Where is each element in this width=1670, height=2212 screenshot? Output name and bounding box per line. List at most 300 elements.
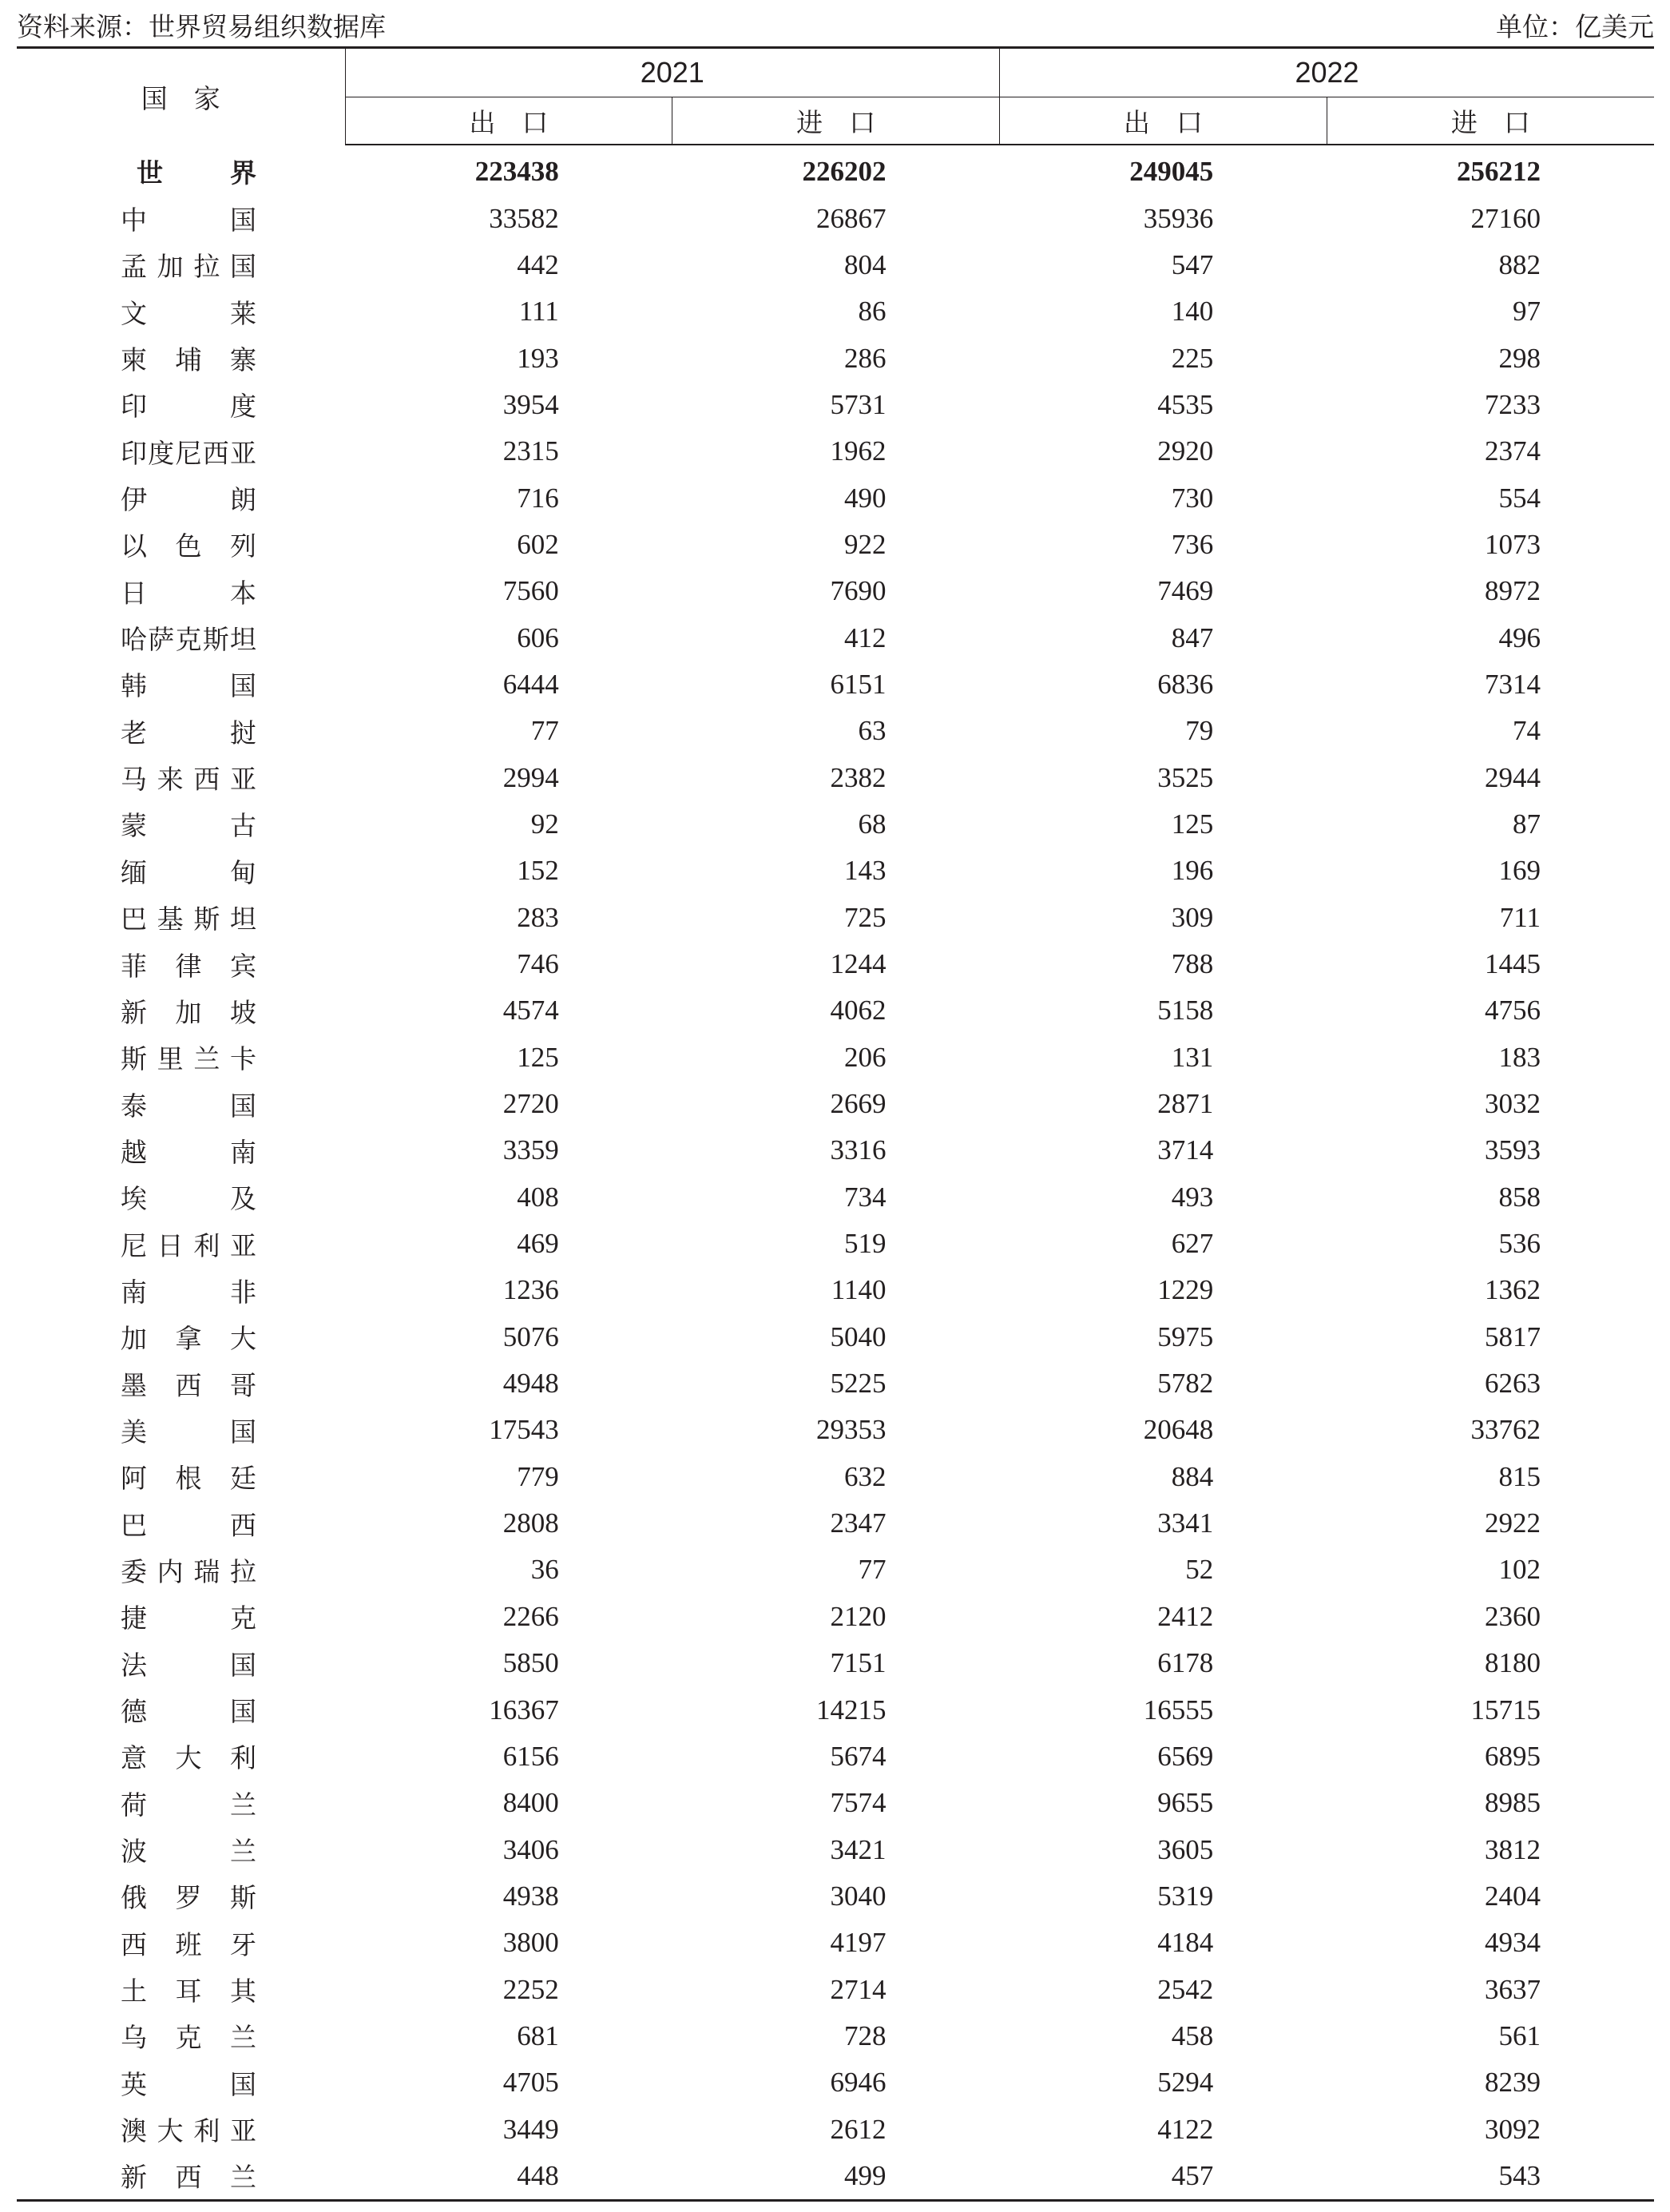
country-cell (17, 1500, 345, 1547)
country-name: 阿根廷 (121, 1463, 256, 1495)
import-2022-cell: 543 (1498, 2159, 1541, 2191)
export-2022-cell: 2871 (1157, 1088, 1214, 1120)
table-row (17, 242, 1654, 288)
export-2022-cell: 9655 (1157, 1787, 1214, 1819)
country-cell (17, 1780, 345, 1826)
import-2021-cell: 1140 (831, 1274, 887, 1306)
export-2021-cell: 7560 (502, 575, 559, 607)
country-name: 意大利 (121, 1742, 256, 1774)
import-2022-cell: 6895 (1485, 1740, 1541, 1772)
export-2021-cell: 442 (517, 248, 559, 280)
import-2021-cell: 5731 (830, 388, 887, 420)
export-2022-cell: 493 (1171, 1181, 1214, 1213)
country-name: 缅甸 (121, 856, 256, 888)
import-2021-cell: 6946 (830, 2067, 887, 2099)
import-2022-cell: 882 (1498, 248, 1541, 280)
table-row (17, 708, 1654, 754)
export-2021-cell: 469 (517, 1228, 559, 1260)
table-row (17, 941, 1654, 987)
country-cell (17, 195, 345, 241)
import-2021-cell: 68 (858, 808, 887, 840)
import-2022-cell: 8985 (1485, 1787, 1541, 1819)
country-cell (17, 708, 345, 754)
export-2022-cell: 3714 (1157, 1134, 1214, 1166)
import-2022-cell: 4756 (1485, 995, 1541, 1027)
import-2022-cell: 3593 (1485, 1134, 1541, 1166)
export-2021-cell: 2315 (502, 435, 559, 467)
table-body (17, 145, 1654, 2201)
export-2022-cell: 2412 (1157, 1600, 1214, 1632)
table-row (17, 801, 1654, 848)
import-2022-cell: 74 (1513, 715, 1541, 747)
country-name: 德国 (121, 1696, 256, 1728)
country-cell (17, 1873, 345, 1920)
import-2022-cell: 2944 (1485, 761, 1541, 793)
import-2022-cell: 256212 (1457, 156, 1541, 188)
import-2021-cell: 29353 (816, 1414, 887, 1446)
export-header-2021: 出 口 (345, 97, 672, 145)
export-2021-cell: 16367 (489, 1694, 559, 1726)
export-2022-cell: 6178 (1157, 1647, 1214, 1679)
country-cell (17, 475, 345, 521)
export-2022-cell: 4535 (1157, 388, 1214, 420)
country-cell (17, 1686, 345, 1733)
import-2021-cell: 14215 (816, 1694, 887, 1726)
import-2021-cell: 728 (844, 2019, 887, 2051)
export-2022-cell: 6569 (1157, 1740, 1214, 1772)
export-2021-cell: 2266 (502, 1600, 559, 1632)
table-row (17, 1081, 1654, 1127)
export-2021-cell: 8400 (502, 1787, 559, 1819)
table-row (17, 1826, 1654, 1872)
country-name: 土耳其 (121, 1976, 256, 2007)
import-2022-cell: 33762 (1470, 1414, 1541, 1446)
country-name: 加拿大 (121, 1323, 256, 1355)
import-2021-cell: 7574 (830, 1787, 887, 1819)
table-row (17, 848, 1654, 894)
export-2021-cell: 1236 (502, 1274, 559, 1306)
page (17, 8, 1654, 2202)
country-cell (17, 1267, 345, 1313)
country-name: 孟加拉国 (121, 251, 256, 283)
country-cell (17, 941, 345, 987)
import-2022-cell: 87 (1513, 808, 1541, 840)
export-2022-cell: 884 (1171, 1460, 1214, 1492)
country-name: 伊朗 (121, 484, 256, 516)
import-2021-cell: 77 (858, 1554, 887, 1586)
country-cell (17, 2013, 345, 2059)
import-2022-cell: 7314 (1485, 668, 1541, 700)
export-2021-cell: 408 (517, 1181, 559, 1213)
export-2022-cell: 4122 (1157, 2113, 1214, 2145)
export-2022-cell: 2920 (1157, 435, 1214, 467)
country-cell (17, 1966, 345, 2012)
unit-note: 单位：亿美元 (1496, 11, 1654, 42)
country-cell (17, 335, 345, 381)
import-2021-cell: 26867 (816, 202, 887, 234)
export-2022-cell: 847 (1171, 622, 1214, 653)
table-row (17, 568, 1654, 614)
country-cell (17, 568, 345, 614)
import-2021-cell: 7690 (830, 575, 887, 607)
table-row (17, 382, 1654, 428)
trade-table (17, 46, 1654, 2202)
import-2022-cell: 27160 (1470, 202, 1541, 234)
import-2022-cell: 298 (1498, 342, 1541, 374)
export-2022-cell: 79 (1185, 715, 1214, 747)
import-2021-cell: 4062 (830, 995, 887, 1027)
export-2022-cell: 5782 (1157, 1368, 1214, 1400)
country-cell (17, 1221, 345, 1267)
import-2022-cell: 15715 (1470, 1694, 1541, 1726)
country-name: 西班牙 (121, 1928, 256, 1960)
export-2021-cell: 746 (517, 948, 559, 980)
import-2021-cell: 632 (844, 1460, 887, 1492)
import-2022-cell: 3032 (1485, 1088, 1541, 1120)
table-row (17, 1966, 1654, 2012)
import-2022-cell: 5817 (1485, 1320, 1541, 1352)
meta-line (17, 8, 1654, 46)
export-2022-cell: 457 (1171, 2159, 1214, 2191)
export-2021-cell: 2252 (502, 1973, 559, 2005)
import-2022-cell: 183 (1498, 1041, 1541, 1073)
country-cell (17, 145, 345, 195)
country-name: 日本 (121, 577, 256, 609)
import-2022-cell: 7233 (1485, 388, 1541, 420)
table-row (17, 1314, 1654, 1360)
export-2022-cell: 5158 (1157, 995, 1214, 1027)
country-cell (17, 1547, 345, 1593)
export-2022-cell: 5975 (1157, 1320, 1214, 1352)
export-2021-cell: 36 (530, 1554, 559, 1586)
table-row (17, 661, 1654, 708)
table-row (17, 754, 1654, 800)
country-column-header: 国 家 (17, 48, 345, 145)
import-2021-cell: 2120 (830, 1600, 887, 1632)
import-2021-cell: 6151 (830, 668, 887, 700)
import-2022-cell: 102 (1498, 1554, 1541, 1586)
import-2021-cell: 226202 (802, 156, 887, 188)
table-row (17, 1733, 1654, 1780)
import-2022-cell: 8180 (1485, 1647, 1541, 1679)
country-name: 菲律宾 (121, 950, 256, 982)
import-2021-cell: 63 (858, 715, 887, 747)
country-cell (17, 1733, 345, 1780)
country-name: 马来西亚 (121, 764, 256, 796)
country-cell (17, 1174, 345, 1221)
country-name: 韩国 (121, 670, 256, 702)
table-row (17, 1174, 1654, 1221)
country-name: 新西兰 (121, 2162, 256, 2194)
country-name: 斯里兰卡 (121, 1043, 256, 1075)
import-2021-cell: 7151 (830, 1647, 887, 1679)
country-cell (17, 2059, 345, 2106)
export-2021-cell: 4574 (502, 995, 559, 1027)
country-cell (17, 1920, 345, 1966)
export-2021-cell: 2808 (502, 1507, 559, 1539)
table-row (17, 428, 1654, 475)
source-note: 资料来源：世界贸易组织数据库 (17, 11, 386, 42)
table-row (17, 522, 1654, 568)
table-row (17, 1454, 1654, 1500)
import-2022-cell: 3092 (1485, 2113, 1541, 2145)
export-2021-cell: 606 (517, 622, 559, 653)
table-row (17, 614, 1654, 661)
export-2021-cell: 152 (517, 855, 559, 887)
country-cell (17, 801, 345, 848)
table-row (17, 2059, 1654, 2106)
export-2022-cell: 20648 (1143, 1414, 1214, 1446)
import-2022-cell: 8239 (1485, 2067, 1541, 2099)
export-2021-cell: 779 (517, 1460, 559, 1492)
import-2022-cell: 554 (1498, 482, 1541, 514)
export-2021-cell: 223438 (474, 156, 559, 188)
import-2022-cell: 97 (1513, 296, 1541, 328)
export-2021-cell: 6156 (502, 1740, 559, 1772)
import-header-2022: 进 口 (1327, 97, 1654, 145)
import-2021-cell: 1962 (830, 435, 887, 467)
table-row (17, 1267, 1654, 1313)
import-2022-cell: 3637 (1485, 1973, 1541, 2005)
export-2022-cell: 309 (1171, 901, 1214, 933)
import-2022-cell: 536 (1498, 1228, 1541, 1260)
table-row-world-total (17, 145, 1654, 195)
export-2021-cell: 125 (517, 1041, 559, 1073)
country-cell (17, 288, 345, 335)
import-2021-cell: 86 (858, 296, 887, 328)
export-2022-cell: 3341 (1157, 1507, 1214, 1539)
country-cell (17, 428, 345, 475)
country-cell (17, 1407, 345, 1453)
country-name: 乌克兰 (121, 2022, 256, 2054)
import-2021-cell: 5674 (830, 1740, 887, 1772)
export-2021-cell: 6444 (502, 668, 559, 700)
country-name: 俄罗斯 (121, 1882, 256, 1914)
export-2021-cell: 3954 (502, 388, 559, 420)
import-2022-cell: 1073 (1485, 528, 1541, 560)
export-2021-cell: 3449 (502, 2113, 559, 2145)
import-2021-cell: 2714 (830, 1973, 887, 2005)
import-2021-cell: 804 (844, 248, 887, 280)
export-2021-cell: 193 (517, 342, 559, 374)
import-2022-cell: 496 (1498, 622, 1541, 653)
table-row (17, 2106, 1654, 2152)
country-name: 巴基斯坦 (121, 903, 256, 935)
export-2021-cell: 3406 (502, 1833, 559, 1865)
country-cell (17, 1360, 345, 1407)
export-2022-cell: 6836 (1157, 668, 1214, 700)
import-2022-cell: 2922 (1485, 1507, 1541, 1539)
table-row (17, 195, 1654, 241)
export-2022-cell: 1229 (1157, 1274, 1214, 1306)
country-name: 南非 (121, 1276, 256, 1308)
export-2021-cell: 92 (530, 808, 559, 840)
export-2022-cell: 52 (1185, 1554, 1214, 1586)
import-2021-cell: 922 (844, 528, 887, 560)
import-2022-cell: 561 (1498, 2019, 1541, 2051)
country-name: 世界 (137, 157, 256, 189)
export-2022-cell: 140 (1171, 296, 1214, 328)
table-row (17, 335, 1654, 381)
country-name: 巴西 (121, 1509, 256, 1541)
table-row (17, 1407, 1654, 1453)
country-name: 中国 (121, 205, 256, 236)
country-cell (17, 1127, 345, 1174)
country-cell (17, 987, 345, 1034)
export-2022-cell: 35936 (1143, 202, 1214, 234)
country-name: 法国 (121, 1649, 256, 1681)
country-name: 柬埔寨 (121, 344, 256, 376)
export-2021-cell: 4948 (502, 1368, 559, 1400)
export-2022-cell: 458 (1171, 2019, 1214, 2051)
import-2021-cell: 143 (844, 855, 887, 887)
export-2021-cell: 681 (517, 2019, 559, 2051)
export-2021-cell: 2720 (502, 1088, 559, 1120)
country-name: 澳大利亚 (121, 2115, 256, 2147)
export-2022-cell: 16555 (1143, 1694, 1214, 1726)
import-2021-cell: 499 (844, 2159, 887, 2191)
export-2021-cell: 2994 (502, 761, 559, 793)
export-2021-cell: 4938 (502, 1880, 559, 1912)
export-2022-cell: 249045 (1129, 156, 1214, 188)
country-name: 尼日利亚 (121, 1229, 256, 1261)
table-row (17, 1920, 1654, 1966)
table-row (17, 1547, 1654, 1593)
country-name: 埃及 (121, 1183, 256, 1215)
country-cell (17, 614, 345, 661)
export-2022-cell: 730 (1171, 482, 1214, 514)
table-row (17, 288, 1654, 335)
export-2022-cell: 3605 (1157, 1833, 1214, 1865)
import-2022-cell: 4934 (1485, 1927, 1541, 1959)
export-2021-cell: 602 (517, 528, 559, 560)
country-cell (17, 1081, 345, 1127)
import-2022-cell: 8972 (1485, 575, 1541, 607)
export-2021-cell: 4705 (502, 2067, 559, 2099)
export-2022-cell: 5294 (1157, 2067, 1214, 2099)
country-name: 英国 (121, 2068, 256, 2100)
import-2022-cell: 858 (1498, 1181, 1541, 1213)
export-2021-cell: 716 (517, 482, 559, 514)
export-2022-cell: 3525 (1157, 761, 1214, 793)
table-row (17, 1360, 1654, 1407)
table-row (17, 1640, 1654, 1686)
country-cell (17, 2153, 345, 2201)
country-name: 哈萨克斯坦 (121, 624, 256, 656)
export-2021-cell: 283 (517, 901, 559, 933)
export-2022-cell: 2542 (1157, 1973, 1214, 2005)
country-cell (17, 895, 345, 941)
country-name: 老挝 (121, 717, 256, 749)
import-2021-cell: 3421 (830, 1833, 887, 1865)
country-name: 泰国 (121, 1090, 256, 1122)
country-cell (17, 2106, 345, 2152)
export-2021-cell: 3800 (502, 1927, 559, 1959)
table-row (17, 1221, 1654, 1267)
export-2022-cell: 7469 (1157, 575, 1214, 607)
table-row (17, 2013, 1654, 2059)
import-2022-cell: 1445 (1485, 948, 1541, 980)
country-cell (17, 242, 345, 288)
country-name: 委内瑞拉 (121, 1555, 256, 1587)
country-name: 新加坡 (121, 996, 256, 1028)
country-name: 捷克 (121, 1602, 256, 1634)
country-cell (17, 1454, 345, 1500)
import-2022-cell: 169 (1498, 855, 1541, 887)
import-2022-cell: 2374 (1485, 435, 1541, 467)
export-2022-cell: 225 (1171, 342, 1214, 374)
country-cell (17, 382, 345, 428)
export-2021-cell: 33582 (489, 202, 559, 234)
import-2022-cell: 3812 (1485, 1833, 1541, 1865)
table-header (17, 48, 1654, 145)
year-header-2021: 2021 (345, 48, 1000, 97)
import-2021-cell: 206 (844, 1041, 887, 1073)
import-2021-cell: 3040 (830, 1880, 887, 1912)
import-2021-cell: 2382 (830, 761, 887, 793)
import-2022-cell: 2360 (1485, 1600, 1541, 1632)
country-name: 以色列 (121, 530, 256, 562)
country-cell (17, 1035, 345, 1081)
import-2021-cell: 725 (844, 901, 887, 933)
table-row (17, 1127, 1654, 1174)
import-2021-cell: 5225 (830, 1368, 887, 1400)
export-header-2022: 出 口 (1000, 97, 1327, 145)
country-name: 文莱 (121, 297, 256, 329)
export-2022-cell: 5319 (1157, 1880, 1214, 1912)
country-name: 印度尼西亚 (121, 437, 256, 469)
country-name: 荷兰 (121, 1789, 256, 1821)
import-2021-cell: 2347 (830, 1507, 887, 1539)
export-2021-cell: 448 (517, 2159, 559, 2191)
table-row (17, 1594, 1654, 1640)
export-2021-cell: 77 (530, 715, 559, 747)
export-2021-cell: 3359 (502, 1134, 559, 1166)
import-2021-cell: 3316 (830, 1134, 887, 1166)
import-2021-cell: 4197 (830, 1927, 887, 1959)
table-row (17, 1686, 1654, 1733)
import-2021-cell: 519 (844, 1228, 887, 1260)
country-cell (17, 661, 345, 708)
import-2022-cell: 2404 (1485, 1880, 1541, 1912)
country-cell (17, 1314, 345, 1360)
table-row (17, 1873, 1654, 1920)
country-name: 美国 (121, 1416, 256, 1448)
import-2021-cell: 734 (844, 1181, 887, 1213)
import-2021-cell: 286 (844, 342, 887, 374)
country-name: 越南 (121, 1136, 256, 1168)
export-2022-cell: 627 (1171, 1228, 1214, 1260)
country-cell (17, 1594, 345, 1640)
export-2021-cell: 5850 (502, 1647, 559, 1679)
table-row (17, 895, 1654, 941)
country-name: 蒙古 (121, 810, 256, 842)
country-cell (17, 1640, 345, 1686)
country-name: 波兰 (121, 1836, 256, 1868)
export-2022-cell: 547 (1171, 248, 1214, 280)
table-row (17, 2153, 1654, 2201)
export-2022-cell: 196 (1171, 855, 1214, 887)
year-header-2022: 2022 (1000, 48, 1655, 97)
table-row (17, 475, 1654, 521)
table-row (17, 1500, 1654, 1547)
import-header-2021: 进 口 (672, 97, 1000, 145)
export-2022-cell: 125 (1171, 808, 1214, 840)
import-2022-cell: 711 (1499, 901, 1541, 933)
country-cell (17, 754, 345, 800)
import-2021-cell: 412 (844, 622, 887, 653)
import-2021-cell: 5040 (830, 1320, 887, 1352)
